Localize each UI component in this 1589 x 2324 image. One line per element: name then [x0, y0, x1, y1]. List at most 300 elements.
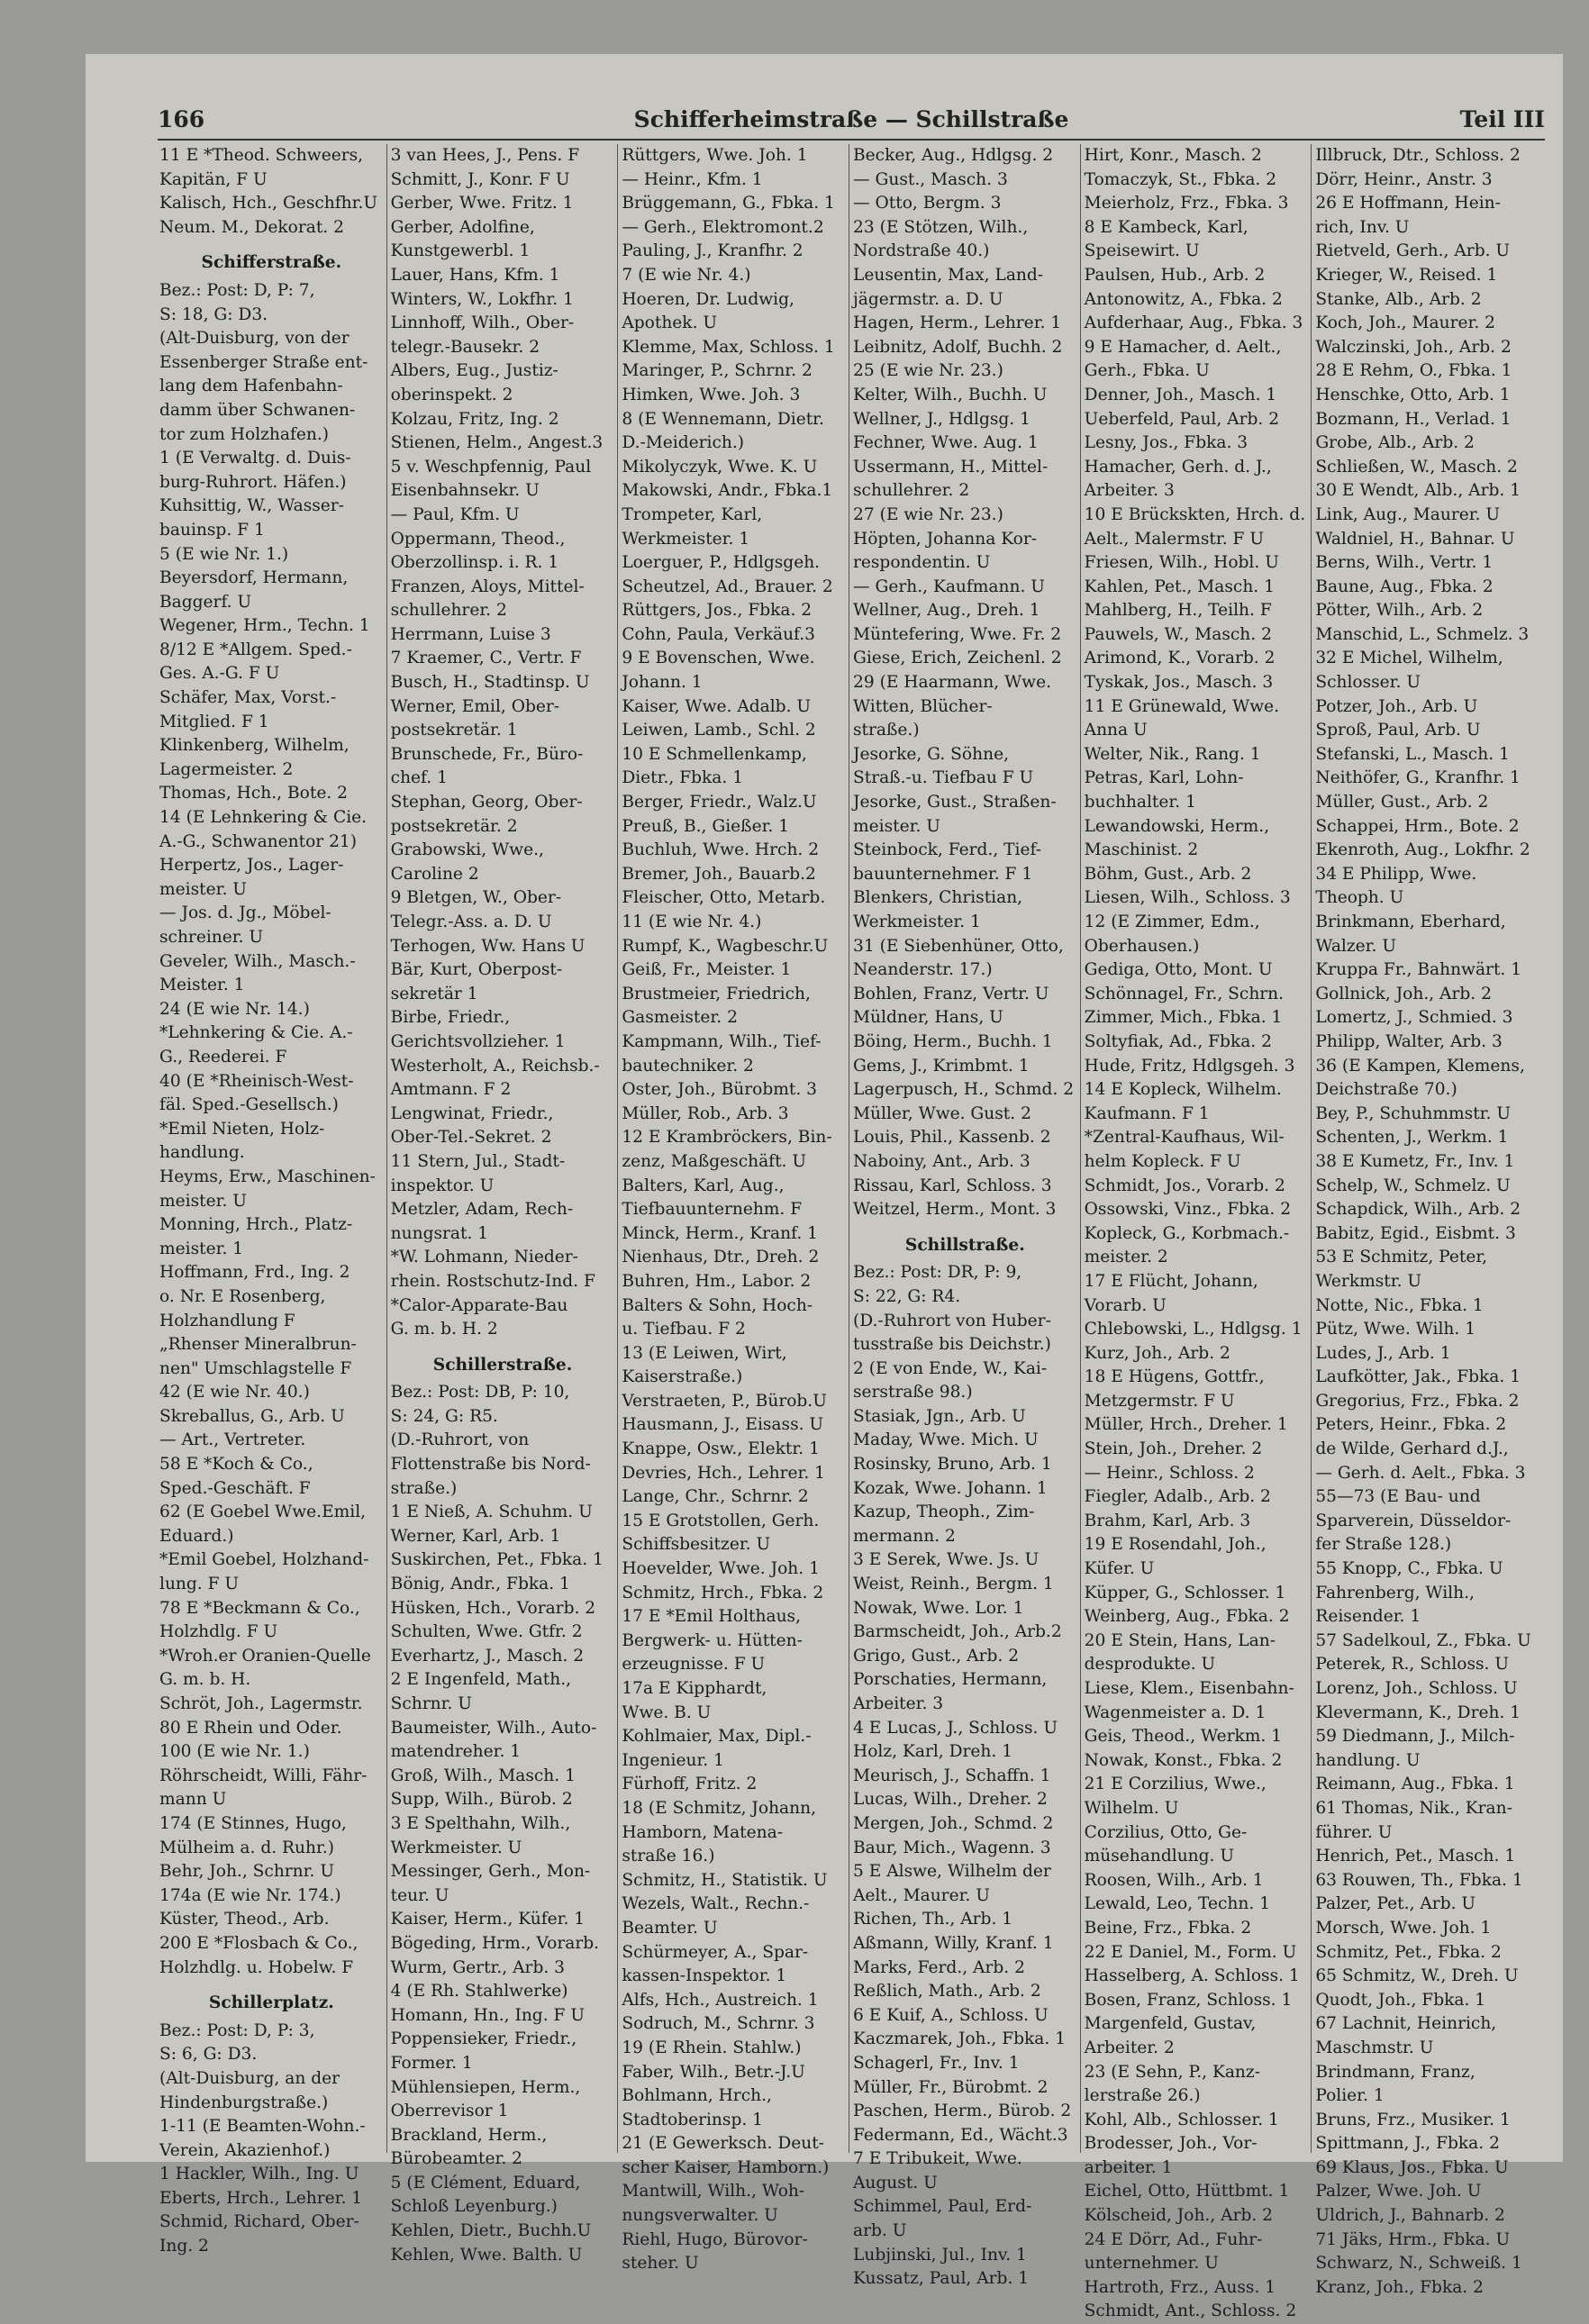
directory-entry: Hüsken, Hch., Vorarb. 2 — [390, 1598, 596, 1618]
directory-entry: Müller, Wwe. Gust. 2 — [853, 1103, 1031, 1123]
directory-entry: Bohlmann, Hrch., — [622, 2086, 772, 2106]
directory-entry: 17 E *Emil Holthaus, — [622, 1607, 802, 1627]
directory-entry: Hagen, Herm., Lehrer. 1 — [853, 313, 1062, 333]
directory-entry: Pauwels, W., Masch. 2 — [1084, 624, 1272, 644]
directory-entry: Weist, Reinh., Bergm. 1 — [853, 1575, 1054, 1594]
directory-entry: Kaiser, Herm., Küfer. 1 — [390, 1910, 586, 1929]
directory-entry: 7 Kraemer, C., Vertr. F — [390, 649, 582, 668]
directory-entry: Poppensieker, Friedr., — [390, 2029, 577, 2049]
directory-entry: — Gerh., Kaufmann. U — [853, 576, 1045, 596]
directory-entry: Küfer. U — [1084, 1559, 1155, 1579]
directory-entry: 3 E Serek, Wwe. Js. U — [853, 1550, 1040, 1570]
directory-entry: Baur, Mich., Wagenn. 3 — [853, 1838, 1051, 1857]
directory-entry: 26 E Hoffmann, Hein- — [1315, 194, 1501, 213]
directory-entry: *Wroh.er Oranien-Quelle — [159, 1646, 371, 1666]
directory-entry: Lange, Chr., Schrnr. 2 — [622, 1487, 809, 1507]
directory-entry: Scheutzel, Ad., Brauer. 2 — [622, 576, 833, 596]
directory-columns — [158, 144, 1545, 2321]
directory-entry: Liesen, Wilh., Schloss. 3 — [1084, 888, 1291, 908]
directory-entry: Aelt., Malermstr. F U — [1084, 529, 1264, 549]
directory-entry: Maschmstr. U — [1315, 2038, 1434, 2057]
directory-entry: Gregorius, Frz., Fbka. 2 — [1315, 1391, 1520, 1411]
directory-entry: Hoeren, Dr. Ludwig, — [622, 289, 794, 309]
directory-entry: Westerholt, A., Reichsb.- — [390, 1056, 600, 1076]
directory-entry: Kunstgewerbl. 1 — [390, 241, 531, 261]
directory-entry: Bär, Kurt, Oberpost- — [390, 960, 563, 980]
directory-entry: Devries, Hch., Lehrer. 1 — [622, 1463, 825, 1483]
directory-entry: Preuß, B., Gießer. 1 — [622, 816, 790, 836]
directory-entry: Sodruch, M., Schrnr. 3 — [622, 2014, 815, 2034]
directory-entry: 1 (E Verwaltg. d. Duis- — [159, 449, 351, 468]
directory-entry: Klemme, Max, Schloss. 1 — [622, 337, 835, 357]
directory-entry: 5 v. Weschpfennig, Paul — [390, 457, 592, 477]
directory-entry: Johann. 1 — [622, 673, 703, 693]
directory-entry: Straß.-u. Tiefbau F U — [853, 768, 1034, 788]
directory-entry: Schenten, J., Werkm. 1 — [1315, 1128, 1509, 1148]
directory-entry: lerstraße 26.) — [1084, 2086, 1201, 2106]
directory-entry: Naboiny, Ant., Arb. 3 — [853, 1151, 1031, 1171]
directory-entry: Kaufmann. F 1 — [1084, 1103, 1210, 1123]
directory-entry: Sparverein, Düsseldor- — [1315, 1511, 1512, 1530]
directory-entry: tor zum Holzhafen.) — [159, 424, 330, 444]
directory-entry: 174a (E wie Nr. 174.) — [159, 1885, 341, 1905]
directory-entry: Louis, Phil., Kassenb. 2 — [853, 1128, 1051, 1148]
directory-entry: Blenkers, Christian, — [853, 888, 1023, 908]
directory-entry: Leibnitz, Adolf, Buchh. 2 — [853, 337, 1063, 357]
directory-entry: Trompeter, Karl, — [622, 504, 763, 524]
directory-entry: 31 (E Siebenhüner, Otto, — [853, 936, 1064, 956]
directory-entry: Rietveld, Gerh., Arb. U — [1315, 241, 1511, 261]
directory-entry: Anna U — [1084, 721, 1148, 740]
directory-entry: müsehandlung. U — [1084, 1847, 1235, 1866]
directory-entry: bauinsp. F 1 — [159, 520, 265, 540]
directory-entry: Witten, Blücher- — [853, 696, 993, 716]
directory-entry: D.-Meiderich.) — [622, 433, 745, 453]
directory-entry: 29 (E Haarmann, Wwe. — [853, 673, 1052, 693]
directory-entry: 11 Stern, Jul., Stadt- — [390, 1151, 566, 1171]
directory-entry: Kaczmarek, Joh., Fbka. 1 — [853, 2029, 1067, 2049]
directory-entry: Hausmann, J., Eisass. U — [622, 1415, 824, 1435]
directory-entry: Schrnr. U — [390, 1694, 472, 1713]
directory-entry: Apothek. U — [622, 313, 718, 333]
directory-entry: 1 E Nieß, A. Schuhm. U — [390, 1502, 593, 1522]
directory-entry: Paschen, Herm., Bürob. 2 — [853, 2102, 1072, 2121]
directory-entry: Pütz, Wwe. Wilh. 1 — [1315, 1320, 1476, 1339]
directory-entry: matendreher. 1 — [390, 1742, 522, 1762]
directory-entry: Manschid, L., Schmelz. 3 — [1315, 624, 1530, 644]
directory-entry: meister. U — [159, 1191, 247, 1211]
directory-entry: Schimmel, Paul, Erd- — [853, 2197, 1032, 2217]
directory-entry: Wellner, J., Hdlgsg. 1 — [853, 409, 1031, 429]
directory-entry: Aufderhaar, Aug., Fbka. 3 — [1084, 313, 1303, 333]
directory-entry: 13 (E Leiwen, Wirt, — [622, 1343, 787, 1363]
directory-entry: Hude, Fritz, Hdlgsgeh. 3 — [1084, 1056, 1295, 1076]
directory-entry: Baune, Aug., Fbka. 2 — [1315, 576, 1494, 596]
directory-entry: Flottenstraße bis Nord- — [390, 1455, 591, 1475]
directory-entry: u. Tiefbau. F 2 — [622, 1320, 746, 1339]
directory-entry: Himken, Wwe. Joh. 3 — [622, 385, 801, 404]
directory-entry: Wilhelm. U — [1084, 1798, 1179, 1818]
directory-entry: Franzen, Aloys, Mittel- — [390, 576, 585, 596]
directory-entry: Weitzel, Herm., Mont. 3 — [853, 1200, 1057, 1220]
directory-entry: mermann. 2 — [853, 1526, 956, 1546]
directory-entry: 11 E *Theod. Schweers, — [159, 146, 364, 165]
directory-entry: Alfs, Hch., Austreich. 1 — [622, 1990, 819, 2010]
directory-entry: Eisenbahnsekr. U — [390, 481, 540, 501]
directory-entry: Kehlen, Wwe. Balth. U — [390, 2245, 583, 2265]
directory-entry: Herpertz, Jos., Lager- — [159, 856, 344, 876]
directory-entry: 67 Lachnit, Heinrich, — [1315, 2014, 1497, 2034]
directory-entry: Gerber, Adolfine, — [390, 217, 535, 237]
directory-entry: Sproß, Paul, Arb. U — [1315, 721, 1481, 740]
directory-entry: S: 6, G: D3. — [159, 2045, 258, 2065]
directory-entry: Stienen, Helm., Angest.3 — [390, 433, 604, 453]
directory-entry: 38 E Kumetz, Fr., Inv. 1 — [1315, 1151, 1515, 1171]
directory-entry: 62 (E Goebel Wwe.Emil, — [159, 1502, 367, 1522]
directory-column — [1315, 144, 1539, 2297]
directory-entry: Werkmeister. 1 — [622, 529, 750, 549]
directory-entry: Mühlensiepen, Herm., — [390, 2077, 581, 2097]
directory-entry: Herrmann, Luise 3 — [390, 624, 551, 644]
directory-entry: Hoevelder, Wwe. Joh. 1 — [622, 1559, 820, 1579]
directory-entry: 53 E Schmitz, Peter, — [1315, 1248, 1488, 1267]
directory-entry: Jesorke, Gust., Straßen- — [853, 793, 1057, 812]
directory-entry: Brahm, Karl, Arb. 3 — [1084, 1511, 1251, 1530]
directory-entry: Schmid, Richard, Ober- — [159, 2212, 359, 2232]
directory-entry: Gollnick, Joh., Arb. 2 — [1315, 984, 1492, 1003]
directory-entry: 4 (E Rh. Stahlwerke) — [390, 1982, 568, 2002]
directory-entry: G., Reederei. F — [159, 1047, 287, 1067]
directory-entry: 30 E Wendt, Alb., Arb. 1 — [1315, 481, 1521, 501]
directory-entry: Gediga, Otto, Mont. U — [1084, 960, 1273, 980]
directory-entry: nungsrat. 1 — [390, 1223, 489, 1243]
directory-entry: Liese, Klem., Eisenbahn- — [1084, 1679, 1294, 1698]
directory-entry: Wezels, Walt., Rechn.- — [622, 1894, 810, 1914]
directory-entry: Müller, Gust., Arb. 2 — [1315, 793, 1489, 812]
directory-entry: 18 E Hügens, Gottfr., — [1084, 1367, 1265, 1387]
directory-entry: G. m. b. H. — [159, 1670, 251, 1690]
directory-entry: Margenfeld, Gustav, — [1084, 2014, 1257, 2034]
directory-entry: Walczinski, Joh., Arb. 2 — [1315, 337, 1512, 357]
directory-column — [622, 144, 846, 2274]
directory-entry: Berns, Wilh., Vertr. 1 — [1315, 553, 1494, 573]
directory-entry: 23 (E Stötzen, Wilh., — [853, 217, 1029, 237]
directory-entry: Lomertz, J., Schmied. 3 — [1315, 1008, 1513, 1028]
directory-entry: Riehl, Hugo, Bürovor- — [622, 2229, 808, 2249]
directory-entry: Weinberg, Aug., Fbka. 2 — [1084, 1607, 1290, 1627]
directory-entry: 6 E Kuif, A., Schloss. U — [853, 2005, 1049, 2025]
directory-entry: 5 E Alswe, Wilhelm der — [853, 1862, 1051, 1882]
directory-entry: postsekretär. 1 — [390, 721, 518, 740]
directory-entry: Chlebowski, L., Hdlgsg. 1 — [1084, 1320, 1303, 1339]
directory-entry: Supp, Wilh., Bürob. 2 — [390, 1790, 573, 1810]
directory-entry: Beamter. U — [622, 1918, 718, 1938]
directory-entry: Knappe, Osw., Elektr. 1 — [622, 1439, 820, 1459]
directory-entry: Potzer, Joh., Arb. U — [1315, 696, 1478, 716]
directory-entry: Balters, Karl, Aug., — [622, 1176, 785, 1195]
directory-entry: *Lehnkering & Cie. A.- — [159, 1023, 353, 1043]
directory-entry: Palzer, Pet., Arb. U — [1315, 1894, 1476, 1914]
directory-entry: Arbeiter. 2 — [1084, 2038, 1175, 2057]
directory-entry: Ludes, J., Arb. 1 — [1315, 1343, 1451, 1363]
directory-entry: Lesny, Jos., Fbka. 3 — [1084, 433, 1248, 453]
directory-entry: Schloß Leyenburg.) — [390, 2197, 558, 2217]
directory-entry: nen" Umschlagstelle F — [159, 1358, 352, 1378]
directory-entry: Bergwerk- u. Hütten- — [622, 1630, 803, 1650]
directory-entry: Rissau, Karl, Schloss. 3 — [853, 1176, 1052, 1195]
directory-entry: fer Straße 128.) — [1315, 1535, 1452, 1555]
directory-entry: S: 22, G: R4. — [853, 1286, 961, 1306]
directory-entry: S: 24, G: R5. — [390, 1406, 498, 1426]
directory-entry: Lagermeister. 2 — [159, 759, 294, 779]
directory-entry: Schagerl, Fr., Inv. 1 — [853, 2053, 1020, 2073]
directory-entry: Verstraeten, P., Bürob.U — [622, 1391, 827, 1411]
directory-entry: Jesorke, G. Söhne, — [853, 744, 1009, 764]
directory-entry: kassen-Inspektor. 1 — [622, 1966, 787, 1986]
directory-entry: 20 E Stein, Hans, Lan- — [1084, 1630, 1276, 1650]
directory-entry: Leusentin, Max, Land- — [853, 265, 1044, 285]
directory-entry: Ueberfeld, Paul, Arb. 2 — [1084, 409, 1280, 429]
directory-entry: Henschke, Otto, Arb. 1 — [1315, 385, 1511, 404]
directory-entry: Verein, Akazienhof.) — [159, 2140, 331, 2160]
directory-entry: Deichstraße 70.) — [1315, 1080, 1457, 1100]
directory-entry: erzeugnisse. F U — [622, 1655, 766, 1675]
directory-entry: Brunschede, Fr., Büro- — [390, 744, 584, 764]
directory-entry: Brustmeier, Friedrich, — [622, 984, 811, 1003]
directory-entry: Schwarz, N., Schweiß. 1 — [1315, 2254, 1522, 2274]
directory-entry: Kuhsittig, W., Wasser- — [159, 496, 344, 516]
directory-entry: 28 E Rehm, O., Fbka. 1 — [1315, 361, 1512, 381]
directory-entry: Skreballus, G., Arb. U — [159, 1406, 345, 1426]
directory-entry: Terhogen, Ww. Hans U — [390, 936, 586, 956]
directory-entry: Mikolyczyk, Wwe. K. U — [622, 457, 818, 477]
directory-entry: zenz, Maßgeschäft. U — [622, 1151, 807, 1171]
column-divider — [1311, 144, 1312, 2153]
directory-entry: Baumeister, Wilh., Auto- — [390, 1718, 597, 1738]
directory-entry: Nowak, Wwe. Lor. 1 — [853, 1598, 1024, 1618]
directory-entry: „Rhenser Mineralbrun- — [159, 1335, 357, 1355]
directory-entry: Eberts, Hrch., Lehrer. 1 — [159, 2188, 363, 2208]
directory-entry: Faber, Wilh., Betr.-J.U — [622, 2062, 805, 2082]
directory-entry: Stanke, Alb., Arb. 2 — [1315, 289, 1482, 309]
directory-entry: Ing. 2 — [159, 2237, 209, 2256]
directory-entry: Baggerf. U — [159, 592, 252, 612]
directory-entry: Rüttgers, Jos., Fbka. 2 — [622, 601, 813, 621]
directory-entry: Ober-Tel.-Sekret. 2 — [390, 1128, 552, 1148]
directory-entry: 7 (E wie Nr. 4.) — [622, 265, 751, 285]
street-heading: Schifferstraße. — [201, 253, 342, 273]
directory-entry: Winters, W., Lokfhr. 1 — [390, 289, 574, 309]
directory-entry: Walzer. U — [1315, 936, 1396, 956]
directory-entry: Oster, Joh., Bürobmt. 3 — [622, 1080, 817, 1100]
directory-entry: Hoffmann, Frd., Ing. 2 — [159, 1263, 350, 1283]
directory-entry: Arimond, K., Vorarb. 2 — [1084, 649, 1276, 668]
directory-entry: Hirt, Konr., Masch. 2 — [1084, 146, 1262, 165]
directory-entry: Uldrich, J., Bahnarb. 2 — [1315, 2206, 1505, 2226]
directory-entry: Petras, Karl, Lohn- — [1084, 768, 1244, 788]
directory-entry: Palzer, Wwe. Joh. U — [1315, 2182, 1482, 2201]
directory-entry: Aßmann, Willy, Kranf. 1 — [853, 1933, 1054, 1953]
directory-entry: Kohlmaier, Max, Dipl.- — [622, 1727, 812, 1747]
directory-entry: Morsch, Wwe. Joh. 1 — [1315, 1918, 1492, 1938]
directory-entry: *Calor-Apparate-Bau — [390, 1295, 568, 1315]
directory-entry: Bögeding, Hrm., Vorarb. — [390, 1933, 600, 1953]
directory-entry: Schmitz, Hrch., Fbka. 2 — [622, 1583, 824, 1602]
directory-entry: serstraße 98.) — [853, 1383, 973, 1403]
directory-entry: 17a E Kipphardt, — [622, 1679, 767, 1698]
directory-entry: lang dem Hafenbahn- — [159, 377, 343, 396]
directory-entry: Kozak, Wwe. Johann. 1 — [853, 1478, 1048, 1498]
directory-entry: 9 Bletgen, W., Ober- — [390, 888, 562, 908]
directory-entry: Bremer, Joh., Bauarb.2 — [622, 864, 816, 884]
directory-entry: Kolzau, Fritz, Ing. 2 — [390, 409, 559, 429]
directory-entry: 40 (E *Rheinisch-West- — [159, 1071, 354, 1091]
directory-entry: 65 Schmitz, W., Dreh. U — [1315, 1966, 1519, 1986]
directory-entry: Kölscheid, Joh., Arb. 2 — [1084, 2206, 1274, 2226]
directory-entry: Müller, Hrch., Dreher. 1 — [1084, 1415, 1288, 1435]
directory-entry: Neum. M., Dekorat. 2 — [159, 217, 344, 237]
directory-entry: 3 E Spelthahn, Wilh., — [390, 1813, 571, 1833]
directory-entry: Mahlberg, H., Teilh. F — [1084, 601, 1272, 621]
directory-entry: 3 van Hees, J., Pens. F — [390, 146, 580, 165]
directory-entry: Nordstraße 40.) — [853, 241, 990, 261]
directory-entry: *W. Lohmann, Nieder- — [390, 1248, 578, 1267]
directory-entry: Klinkenberg, Wilhelm, — [159, 736, 350, 756]
directory-entry: Theoph. U — [1315, 888, 1404, 908]
directory-entry: 10 E Brückskten, Hrch. d. — [1084, 504, 1306, 524]
directory-entry: Stein, Joh., Dreher. 2 — [1084, 1439, 1263, 1459]
street-heading: Schillerstraße. — [432, 1355, 573, 1375]
directory-entry: jägermstr. a. D. U — [853, 289, 1003, 309]
directory-entry: Schmitz, Pet., Fbka. 2 — [1315, 1942, 1502, 1962]
directory-entry: 7 E Tribukeit, Wwe. — [853, 2149, 1022, 2169]
directory-entry: Holzhdlg. F U — [159, 1622, 278, 1642]
directory-entry: 200 E *Flosbach & Co., — [159, 1933, 359, 1953]
directory-entry: Pötter, Wilh., Arb. 2 — [1315, 601, 1484, 621]
directory-entry: Grobe, Alb., Arb. 2 — [1315, 433, 1475, 453]
directory-entry: (D.-Ruhrort, von — [390, 1430, 530, 1450]
directory-entry: 11 (E wie Nr. 4.) — [622, 912, 762, 931]
directory-entry: Kehlen, Dietr., Buchh.U — [390, 2221, 592, 2241]
directory-entry: postsekretär. 2 — [390, 816, 518, 836]
directory-entry: 9 E Bovenschen, Wwe. — [622, 649, 815, 668]
directory-entry: Kampmann, Wilh., Tief- — [622, 1031, 822, 1051]
directory-entry: 2 E Ingenfeld, Math., — [390, 1670, 572, 1690]
directory-entry: Lucas, Wilh., Dreher. 2 — [853, 1790, 1048, 1810]
directory-entry: Schappei, Hrm., Bote. 2 — [1315, 816, 1520, 836]
directory-entry: Kaiserstraße.) — [622, 1367, 743, 1387]
directory-entry: Amtmann. F 2 — [390, 1080, 512, 1100]
column-divider — [386, 144, 387, 2153]
directory-entry: Federmann, Ed., Wächt.3 — [853, 2125, 1068, 2145]
directory-entry: Quodt, Joh., Fbka. 1 — [1315, 1990, 1486, 2010]
directory-entry: Schließen, W., Masch. 2 — [1315, 457, 1518, 477]
directory-entry: scher Kaiser, Hamborn.) — [622, 2157, 830, 2177]
directory-entry: Meurisch, J., Schaffn. 1 — [853, 1766, 1051, 1785]
directory-entry: rhein. Rostschutz-Ind. F — [390, 1271, 595, 1291]
directory-entry: 24 (E wie Nr. 14.) — [159, 999, 310, 1019]
directory-entry: Wegener, Hrm., Techn. 1 — [159, 616, 370, 636]
directory-entry: Tyskak, Jos., Masch. 3 — [1084, 673, 1274, 693]
directory-entry: G. m. b. H. 2 — [390, 1320, 498, 1339]
directory-entry: Reimann, Aug., Fbka. 1 — [1315, 1775, 1515, 1794]
directory-entry: Werner, Emil, Ober- — [390, 696, 560, 716]
directory-entry: 34 E Philipp, Wwe. — [1315, 864, 1477, 884]
directory-entry: 22 E Daniel, M., Form. U — [1084, 1942, 1297, 1962]
directory-entry: Gasmeister. 2 — [622, 1008, 738, 1028]
directory-entry: 59 Diedmann, J., Milch- — [1315, 1727, 1515, 1747]
directory-entry: Steinbock, Ferd., Tief- — [853, 840, 1041, 860]
directory-entry: Roosen, Wilh., Arb. 1 — [1084, 1870, 1264, 1890]
directory-entry: Klevermann, K., Dreh. 1 — [1315, 1702, 1521, 1722]
directory-entry: Metzgermstr. F U — [1084, 1391, 1235, 1411]
directory-entry: Holzhdlg. u. Hobelw. F — [159, 1957, 354, 1977]
directory-entry: straße.) — [390, 1478, 458, 1498]
directory-entry: — Heinr., Kfm. 1 — [622, 169, 763, 189]
directory-entry: 78 E *Beckmann & Co., — [159, 1598, 360, 1618]
directory-entry: schreiner. U — [159, 928, 264, 947]
directory-entry: Waldniel, H., Bahnar. U — [1315, 529, 1515, 549]
directory-entry: Bey, P., Schuhmmstr. U — [1315, 1103, 1512, 1123]
directory-entry: Kazup, Theoph., Zim- — [853, 1502, 1035, 1522]
directory-entry: 71 Jäks, Hrm., Fbka. U — [1315, 2229, 1511, 2249]
directory-entry: 4 E Lucas, J., Schloss. U — [853, 1718, 1058, 1738]
directory-entry: Wellner, Aug., Dreh. 1 — [853, 601, 1040, 621]
directory-entry: 21 (E Gewerksch. Deut- — [622, 2134, 824, 2154]
directory-entry: Höpten, Johanna Kor- — [853, 529, 1037, 549]
directory-entry: 21 E Corzilius, Wwe., — [1084, 1775, 1267, 1794]
directory-entry: 57 Sadelkoul, Z., Fbka. U — [1315, 1630, 1531, 1650]
directory-entry: Kopleck, G., Korbmach.- — [1084, 1223, 1290, 1243]
directory-entry: lung. F U — [159, 1575, 240, 1594]
directory-entry: Eichel, Otto, Hüttbmt. 1 — [1084, 2182, 1290, 2201]
directory-entry: Gerichtsvollzieher. 1 — [390, 1031, 566, 1051]
directory-entry: Schmidt, Ant., Schloss. 2 — [1084, 2301, 1297, 2321]
directory-entry: Oberhausen.) — [1084, 936, 1200, 956]
directory-entry: Porschaties, Hermann, — [853, 1670, 1048, 1690]
directory-entry: Ussermann, H., Mittel- — [853, 457, 1049, 477]
directory-entry: Lorenz, Joh., Schloss. U — [1315, 1679, 1518, 1698]
directory-entry: Oppermann, Theod., — [390, 529, 566, 549]
directory-entry: Kelter, Wilh., Buchh. U — [853, 385, 1048, 404]
directory-entry: 55—73 (E Bau- und — [1315, 1487, 1481, 1507]
directory-entry: 14 (E Lehnkering & Cie. — [159, 808, 368, 828]
directory-entry: Kruppa Fr., Bahnwärt. 1 — [1315, 960, 1522, 980]
directory-entry: Dietr., Fbka. 1 — [622, 768, 744, 788]
directory-entry: Neithöfer, G., Kranfhr. 1 — [1315, 768, 1521, 788]
directory-entry: 12 (E Zimmer, Edm., — [1084, 912, 1260, 931]
directory-entry: helm Kopleck. F U — [1084, 1151, 1241, 1171]
directory-entry: Schiffsbesitzer. U — [622, 1535, 771, 1555]
directory-entry: Spittmann, J., Fbka. 2 — [1315, 2134, 1500, 2154]
directory-entry: Müntefering, Wwe. Fr. 2 — [853, 624, 1062, 644]
directory-entry: Cohn, Paula, Verkäuf.3 — [622, 624, 816, 644]
directory-entry: Welter, Nik., Rang. 1 — [1084, 744, 1261, 764]
directory-entry: Kahlen, Pet., Masch. 1 — [1084, 576, 1275, 596]
directory-entry: Kapitän, F U — [159, 169, 268, 189]
directory-entry: Eduard.) — [159, 1526, 234, 1546]
directory-entry: de Wilde, Gerhard d.J., — [1315, 1439, 1509, 1459]
column-divider — [1080, 144, 1081, 2153]
directory-entry: Müller, Fr., Bürobmt. 2 — [853, 2077, 1049, 2097]
directory-entry: nungsverwalter. U — [622, 2206, 778, 2226]
directory-entry: 1-11 (E Beamten-Wohn.- — [159, 2117, 366, 2137]
directory-entry: Denner, Joh., Masch. 1 — [1084, 385, 1277, 404]
directory-entry: Fleischer, Otto, Metarb. — [622, 888, 826, 908]
directory-entry: Grabowski, Wwe., — [390, 840, 544, 860]
directory-entry: Ossowski, Vinz., Fbka. 2 — [1084, 1200, 1292, 1220]
directory-entry: Hamborn, Matena- — [622, 1822, 783, 1842]
